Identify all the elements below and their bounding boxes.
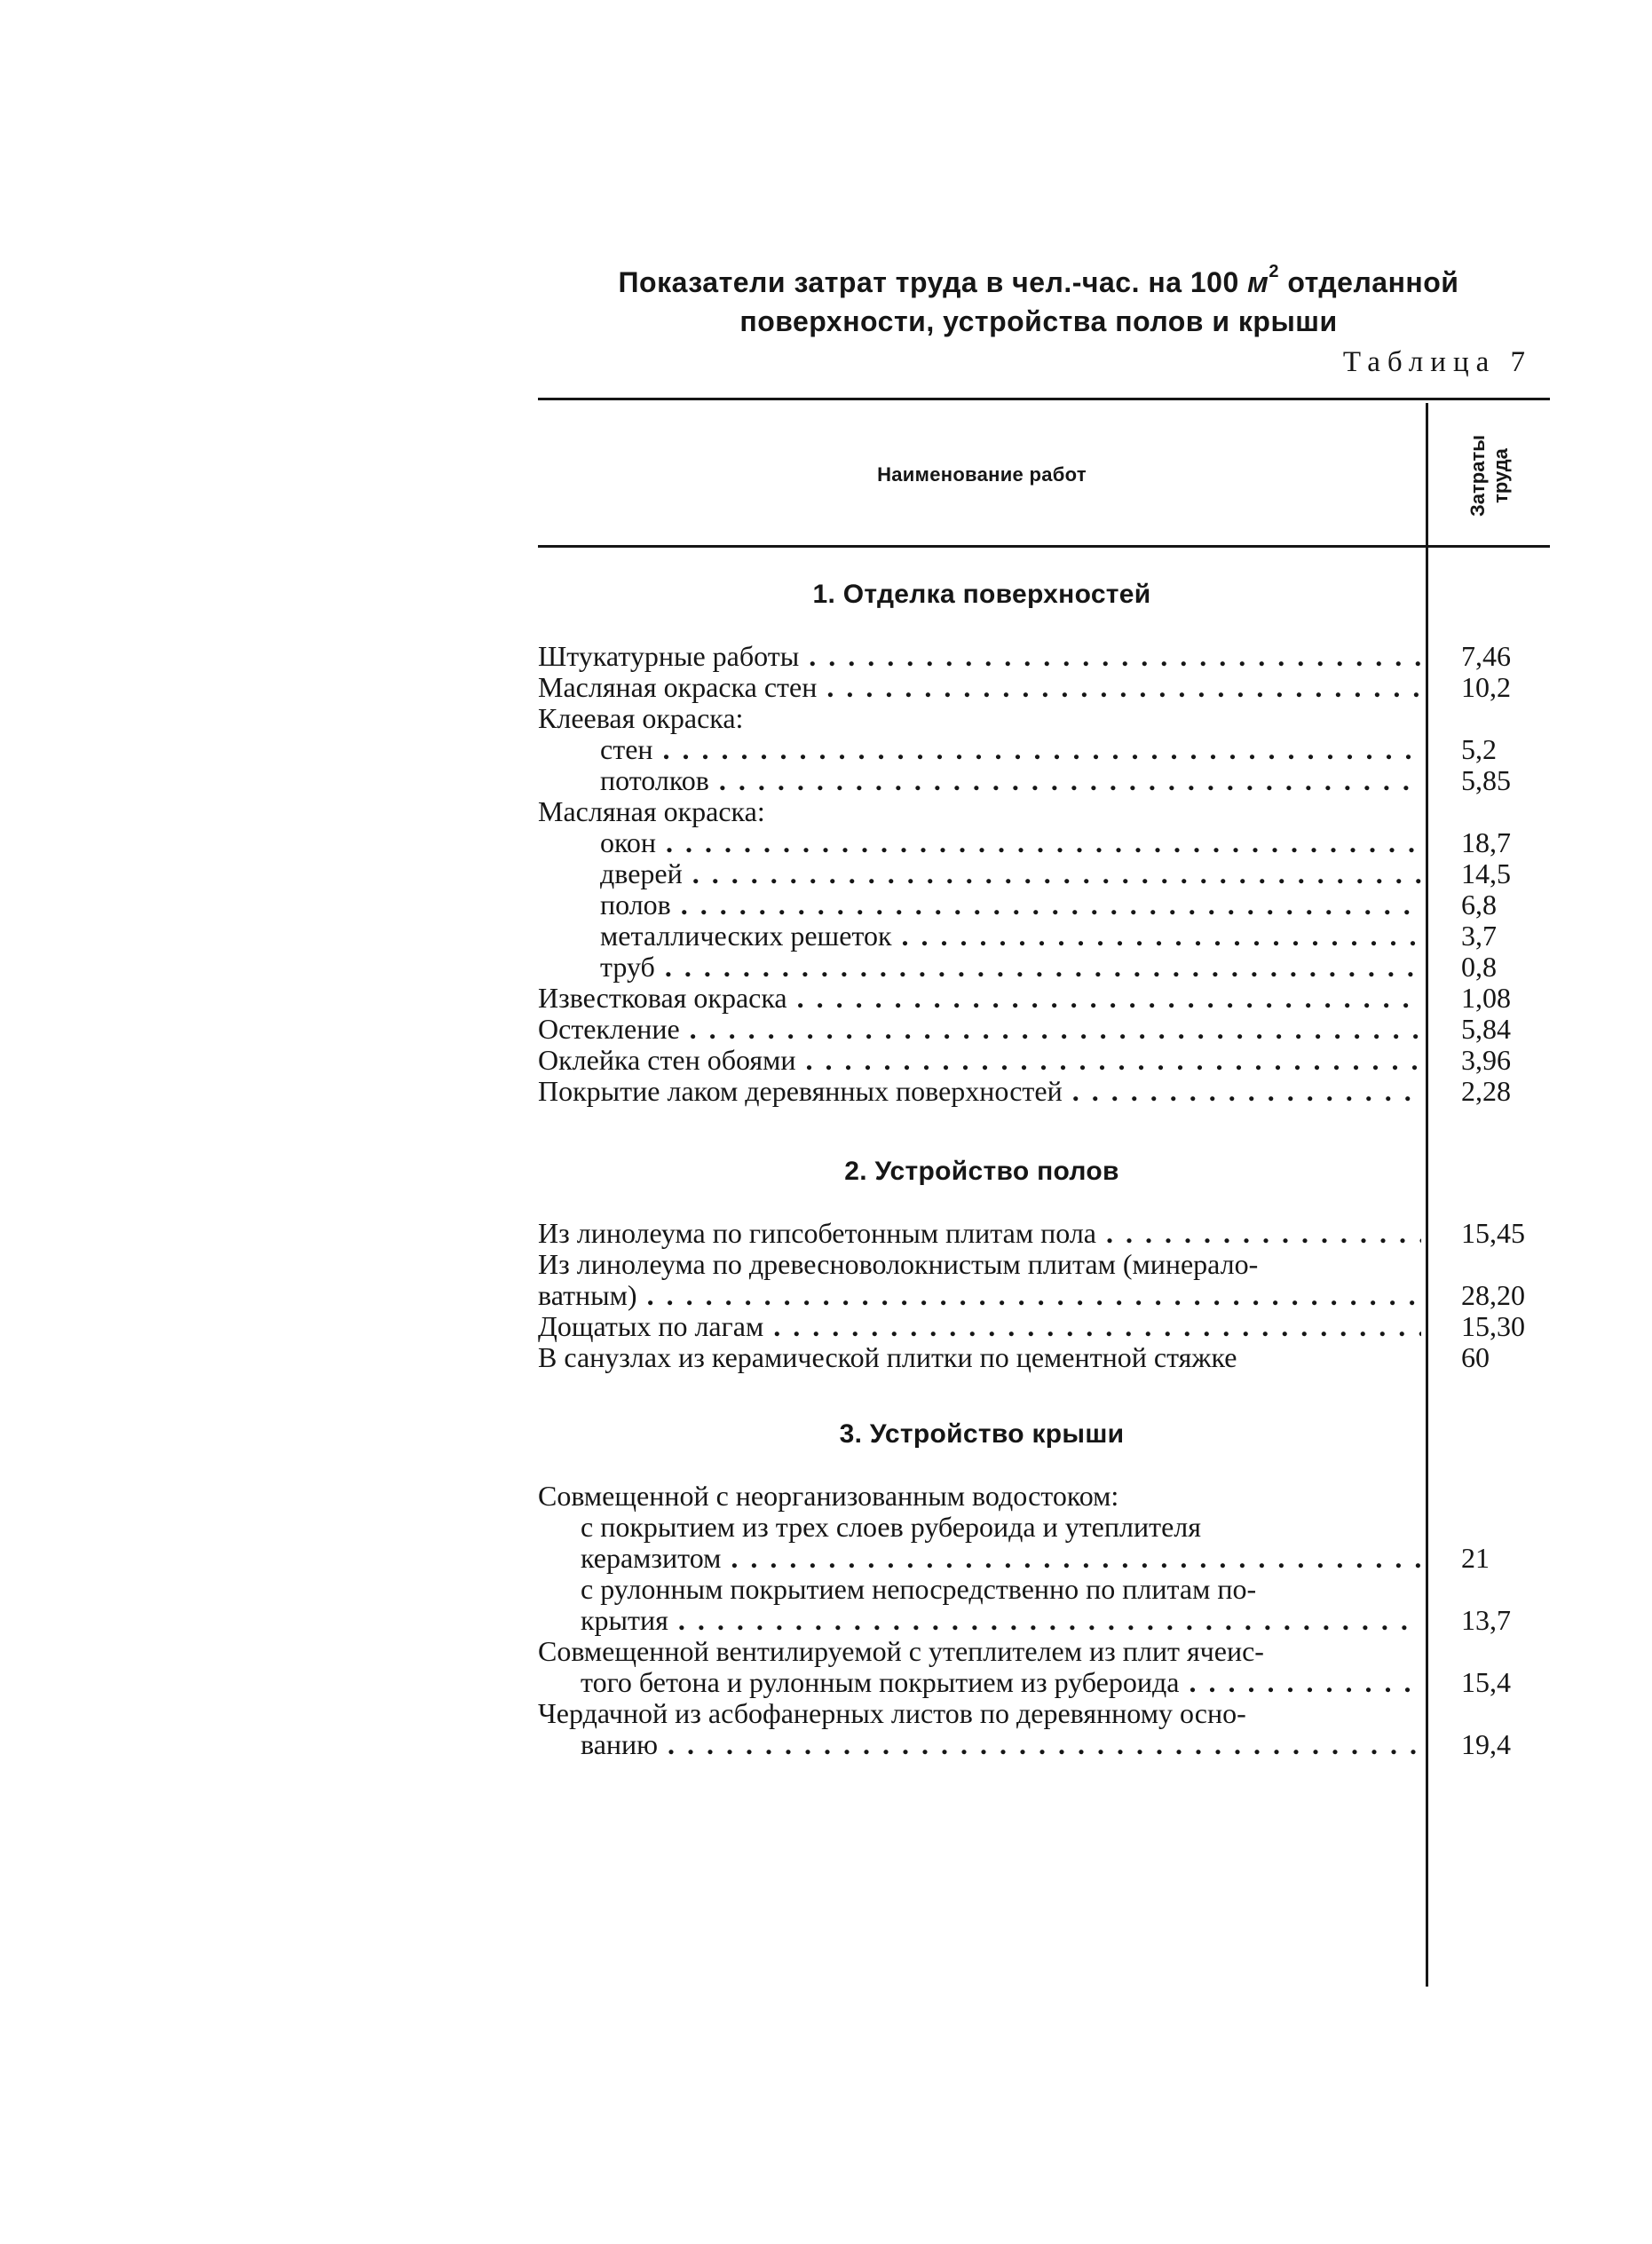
title-line-1: Показатели затрат труда в чел.-час. на 100 $м^2$ отделанной <box>618 262 1459 298</box>
table-row: Масляная окраска: <box>538 796 765 827</box>
section-title: 3. Устройство крыши <box>839 1419 1125 1449</box>
table-row: Дощатых по лагам . . . 15,30 <box>538 1311 1550 1342</box>
table-row: дверей . . . 14,5 <box>538 858 1550 889</box>
title-line-2: поверхности, устройства полов и крыши <box>739 305 1338 337</box>
table-row: того бетона и рулонным покрытием из рубероида . . . 15,4 <box>538 1667 1550 1698</box>
table-title <box>524 263 1553 341</box>
table-row: Совмещенной с неорганизованным водостоком: <box>538 1481 1119 1512</box>
table-row: металлических решеток . . . 3,7 <box>538 921 1550 952</box>
table-row: Из линолеума по древесноволокнистым плитам (минерало- <box>538 1249 1259 1280</box>
table-row: Покрытие лаком деревянных поверхностей . . . 2,28 <box>538 1076 1550 1107</box>
labor-header-line-2: труда <box>1490 448 1512 503</box>
column-header-labor <box>1429 407 1550 545</box>
table-row: стен . . . 5,2 <box>538 734 1550 765</box>
column-header-name: Наименование работ <box>877 463 1087 486</box>
header-bottom-rule <box>538 545 1550 548</box>
table-row: Клеевая окраска: <box>538 703 744 734</box>
table-number: Таблица 7 <box>1342 346 1532 378</box>
table-row: керамзитом . . . 21 <box>538 1543 1550 1574</box>
table-row: полов . . . 6,8 <box>538 889 1550 921</box>
table-row: крытия . . . 13,7 <box>538 1605 1550 1636</box>
table-row: ватным) . . . 28,20 <box>538 1280 1550 1311</box>
table-row: ванию . . . 19,4 <box>538 1729 1550 1760</box>
table-row: Известковая окраска . . . 1,08 <box>538 983 1550 1014</box>
table-row: Масляная окраска стен . . . 10,2 <box>538 672 1550 703</box>
table-row: Оклейка стен обоями . . . 3,96 <box>538 1045 1550 1076</box>
table-row: с рулонным покрытием непосредственно по плитам по- <box>581 1574 1257 1605</box>
table-row: Чердачной из асбофанерных листов по деревянному осно- <box>538 1698 1246 1729</box>
table-top-rule <box>538 398 1550 400</box>
table-row: окон . . . 18,7 <box>538 827 1550 858</box>
table-row: труб . . . 0,8 <box>538 952 1550 983</box>
table-row: Из линолеума по гипсобетонным плитам пола . . . 15,45 <box>538 1218 1550 1249</box>
section-title: 2. Устройство полов <box>844 1157 1119 1186</box>
table-row: потолков . . . 5,85 <box>538 765 1550 796</box>
table-row: В санузлах из керамической плитки по цементной стяжке 60 <box>538 1341 1490 1373</box>
table-row: Совмещенной вентилируемой с утеплителем из плит ячеис- <box>538 1636 1264 1667</box>
table-row: с покрытием из трех слоев рубероида и утеплителя <box>581 1512 1201 1543</box>
table-row: Остекление . . . 5,84 <box>538 1014 1550 1045</box>
labor-header-line-1: Затраты <box>1466 434 1489 518</box>
section-title: 1. Отделка поверхностей <box>812 580 1151 609</box>
table-row: Штукатурные работы . . . 7,46 <box>538 641 1550 672</box>
